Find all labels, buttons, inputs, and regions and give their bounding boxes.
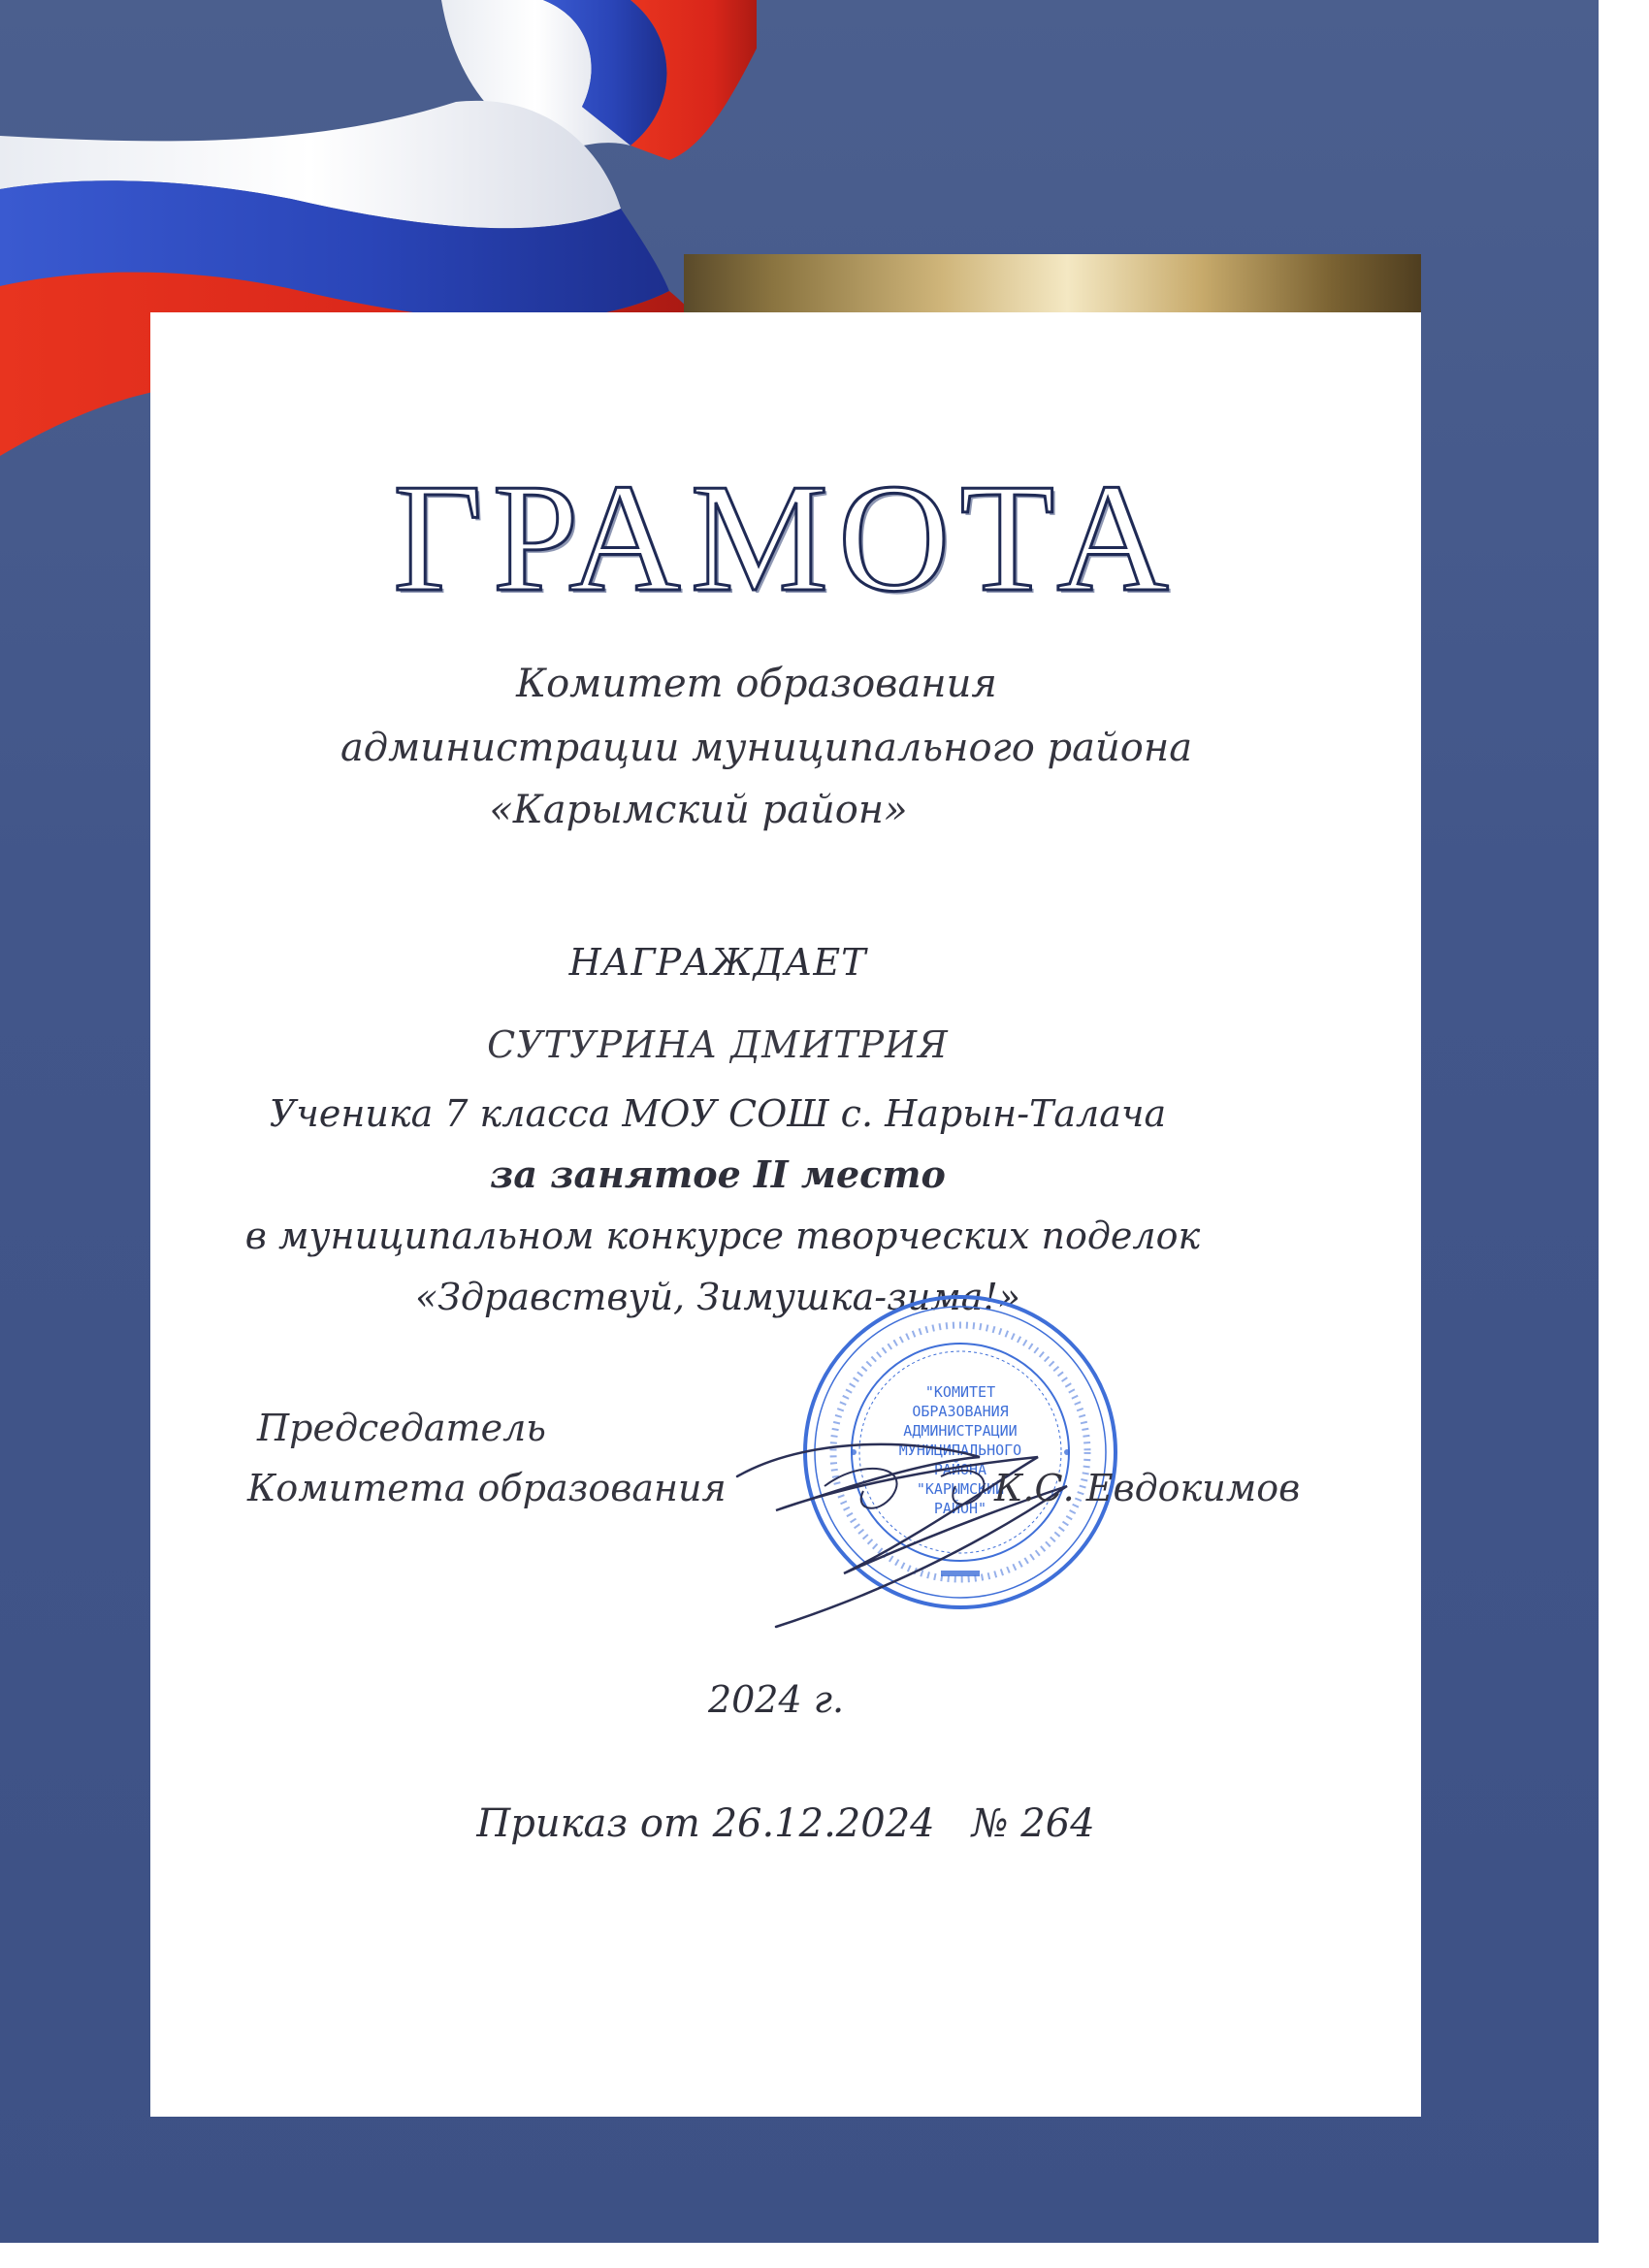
stamp-text-3: АДМИНИСТРАЦИИ <box>903 1422 1018 1440</box>
stamp-text-6: "КАРЫМСКИЙ <box>916 1480 1005 1498</box>
issuer-line-2: администрации муниципального района <box>340 726 1193 770</box>
signer-name: К.С. Евдокимов <box>994 1467 1301 1509</box>
recipient-name: СУТУРИНА ДМИТРИЯ <box>487 1023 949 1066</box>
signer-title-line-1: Председатель <box>257 1407 546 1449</box>
certificate-panel <box>150 312 1421 2117</box>
stamp-text-7: РАЙОН" <box>933 1500 987 1517</box>
contest-line: в муниципальном конкурсе творческих поделок <box>244 1215 1201 1257</box>
gold-band <box>684 254 1421 314</box>
awards-label: НАГРАЖДАЕТ <box>568 941 867 984</box>
issuer-line-3: «Карымский район» <box>489 788 908 832</box>
stamp-text-2: ОБРАЗОВАНИЯ <box>912 1403 1009 1420</box>
order-line: Приказ от 26.12.2024 № 264 <box>476 1801 1095 1846</box>
stamp-text-1: "КОМИТЕТ <box>924 1383 996 1401</box>
stamp-text-4: МУНИЦИПАЛЬНОГО <box>898 1442 1022 1459</box>
issuer-line-1: Комитет образования <box>516 662 997 706</box>
signer-title-line-2: Комитета образования <box>247 1467 727 1509</box>
contest-name: «Здравствуй, Зимушка-зима!» <box>415 1276 1020 1318</box>
signature <box>718 1418 1125 1632</box>
place-line: за занятое II место <box>490 1152 946 1196</box>
recipient-description: Ученика 7 класса МОУ СОШ с. Нарын-Талача <box>269 1092 1167 1135</box>
year-line: 2024 г. <box>707 1678 845 1721</box>
certificate-title: ГРАМОТА <box>393 451 1179 624</box>
stamp-text-5: РАЙОНА <box>933 1461 987 1478</box>
